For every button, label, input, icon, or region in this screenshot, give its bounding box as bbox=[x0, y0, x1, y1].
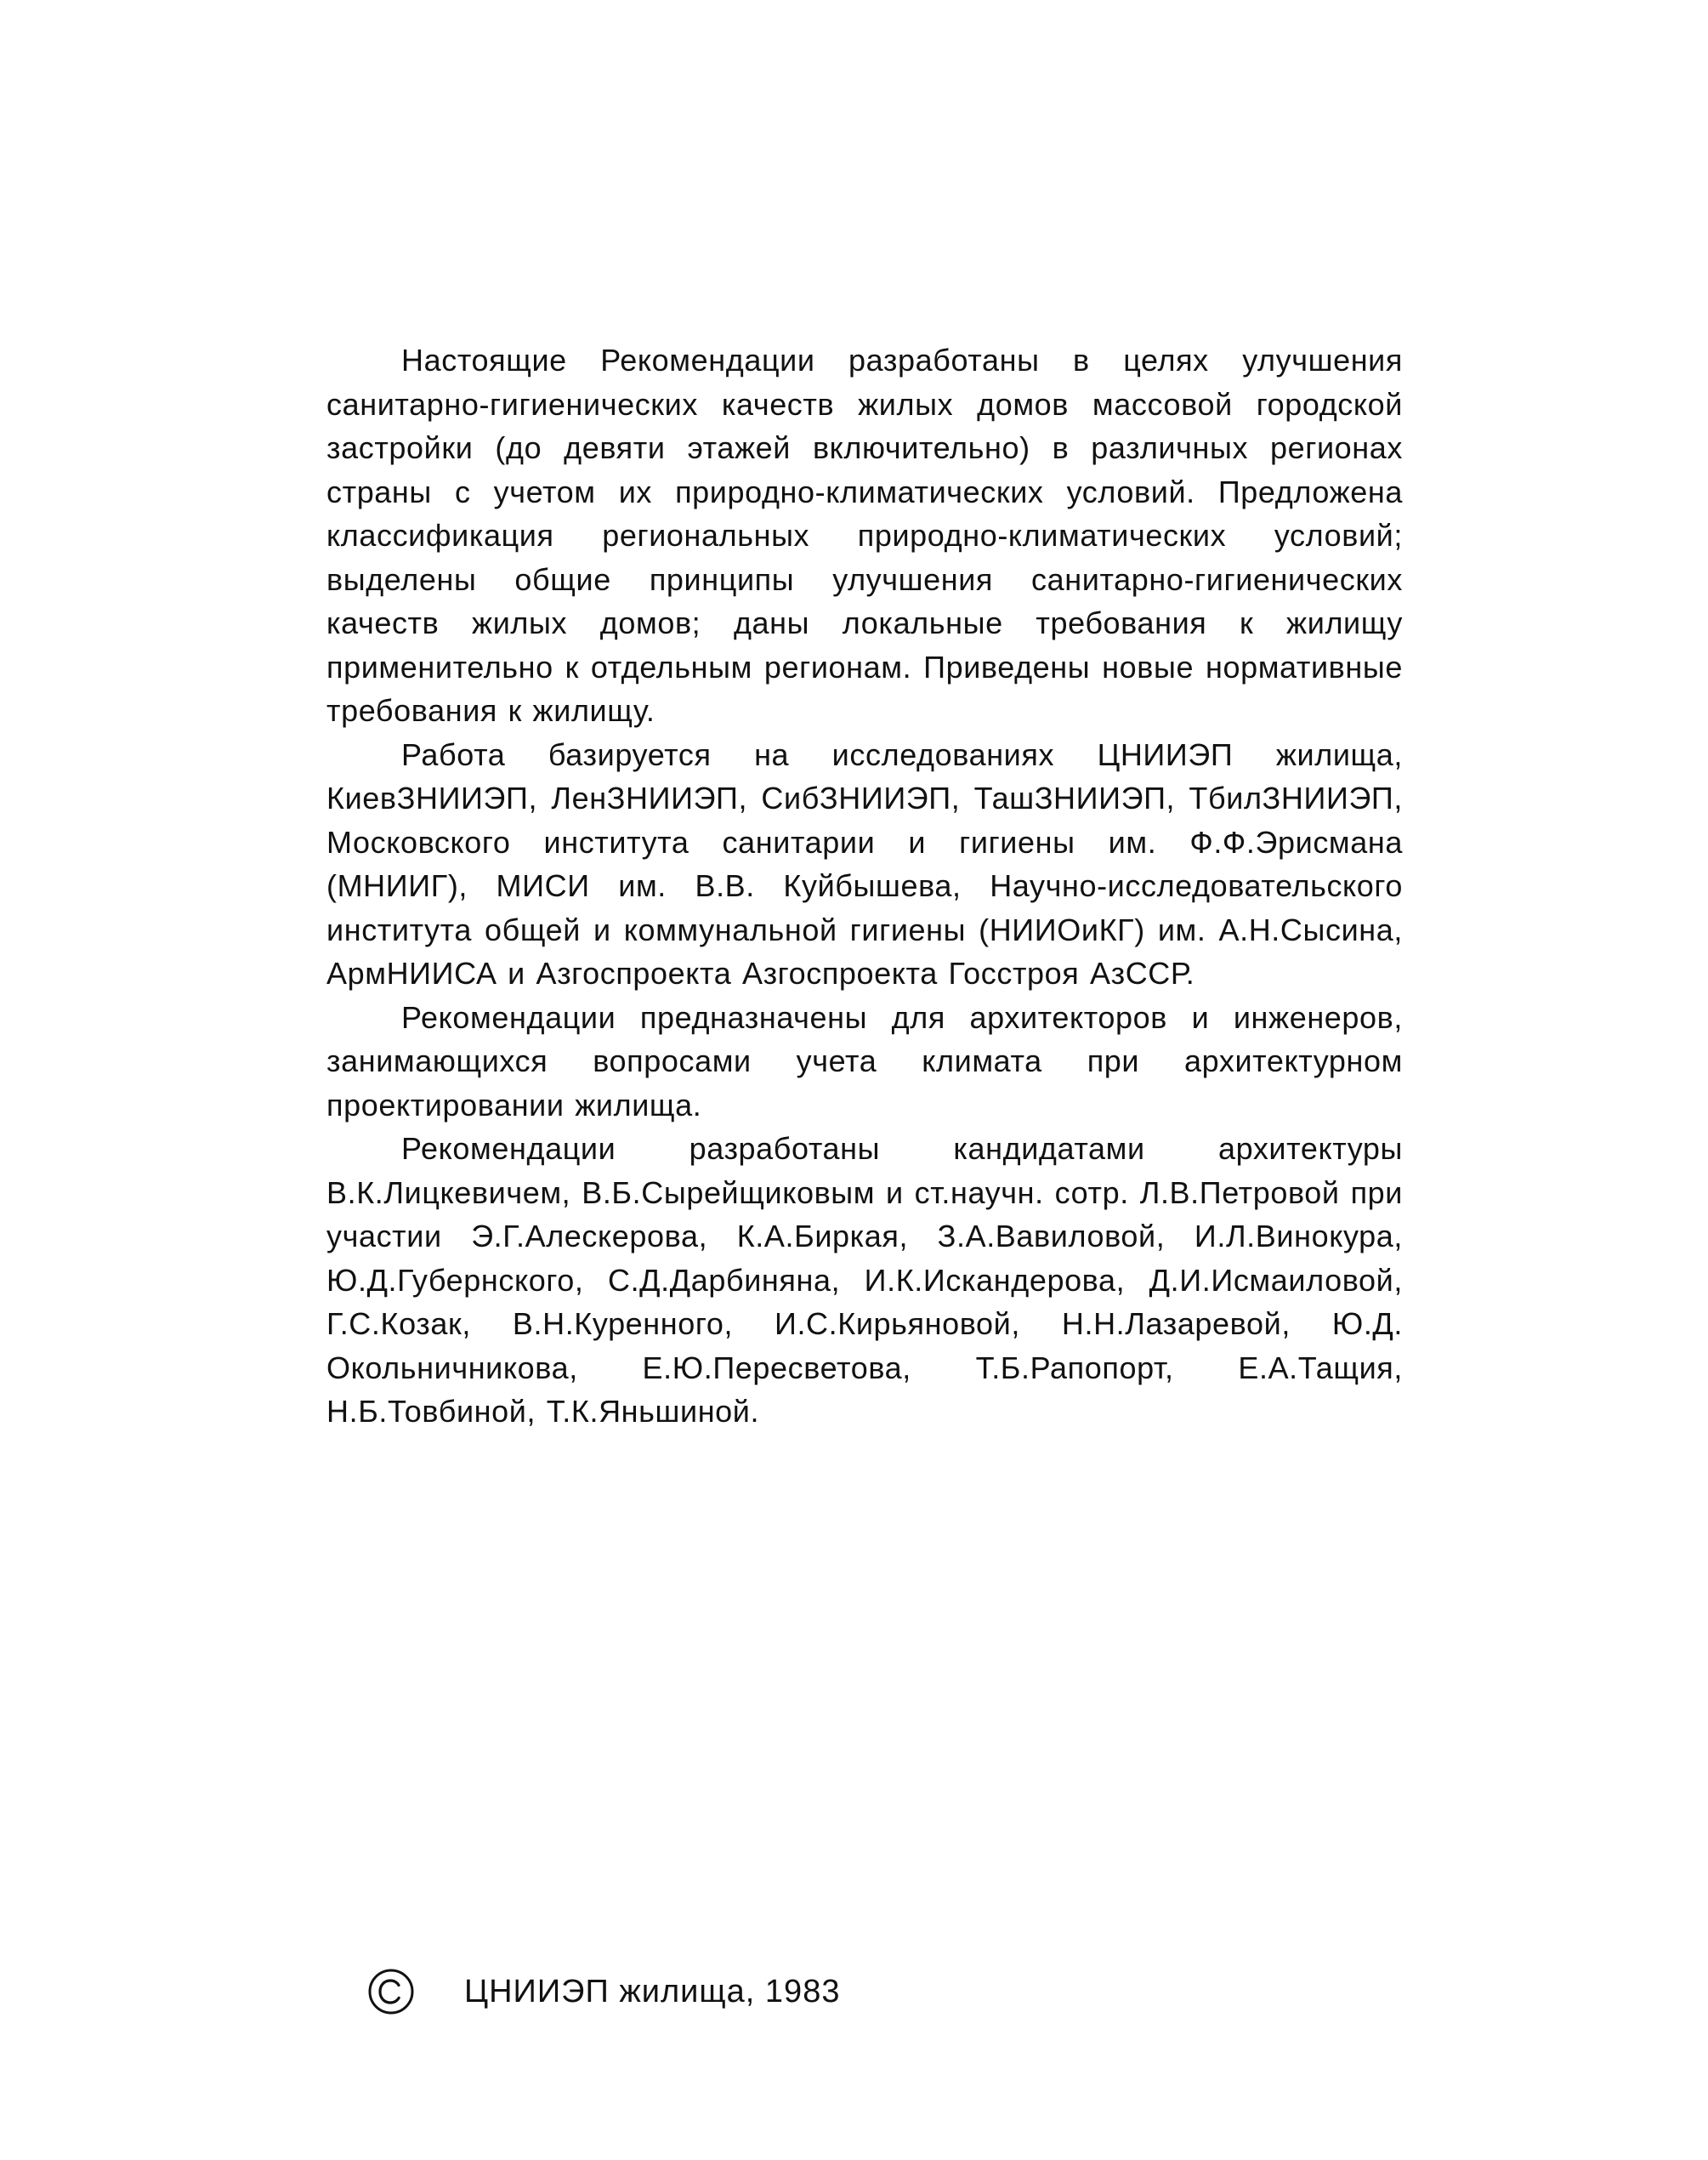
paragraph-purpose: Настоящие Рекомендации разработаны в целях улучшения санитарно-гигиенических качеств жилых домов массовой городской застройки (до девяти этажей включительно) в различных регионах страны с учетом их природно-климатических условий. Предложена классификация региональных природно-климатических условий; выделены общие принципы улучшения санитарно-гигиенических качеств жилых домов; даны локальные требования к жилищу применительно к отдельным регионам. Приведены новые нормативные требования к жилищу. bbox=[326, 343, 1403, 728]
copyright-footer bbox=[367, 1964, 840, 2019]
copyright-text: ЦНИИЭП жилища, 1983 bbox=[464, 1973, 841, 2009]
abstract-text-block bbox=[326, 338, 1403, 1434]
paragraph-authors: Рекомендации разработаны кандидатами архитектуры В.К.Лицкевичем, В.Б.Сырейщиковым и ст.научн. сотр. Л.В.Петровой при участии Э.Г.Алескерова, К.А.Биркая, З.А.Вавиловой, И.Л.Винокура, Ю.Д.Губернского, С.Д.Дарбиняна, И.К.Искандерова, Д.И.Исмаиловой, Г.С.Козак, В.Н.Куренного, И.С.Кирьяновой, Н.Н.Лазаревой, Ю.Д. Окольничникова, Е.Ю.Пересветова, Т.Б.Рапопорт, Е.А.Тащия, Н.Б.Товбиной, Т.К.Яньшиной. bbox=[326, 1131, 1403, 1429]
paragraph-research-basis: Работа базируется на исследованиях ЦНИИЭП жилища, КиевЗНИИЭП, ЛенЗНИИЭП, СибЗНИИЭП, ТашЗНИИЭП, ТбилЗНИИЭП, Московского института санитарии и гигиены им. Ф.Ф.Эрисмана (МНИИГ), МИСИ им. В.В. Куйбышева, Научно-исследовательского института общей и коммунальной гигиены (НИИОиКГ) им. А.Н.Сысина, АрмНИИСА и Азгоспроекта Азгоспроекта Госстроя АзССР. bbox=[326, 736, 1403, 991]
paragraph-audience: Рекомендации предназначены для архитекторов и инженеров, занимающихся вопросами учета климата при архитектурном проектировании жилища. bbox=[326, 999, 1403, 1123]
copyright-icon bbox=[367, 1968, 415, 2015]
